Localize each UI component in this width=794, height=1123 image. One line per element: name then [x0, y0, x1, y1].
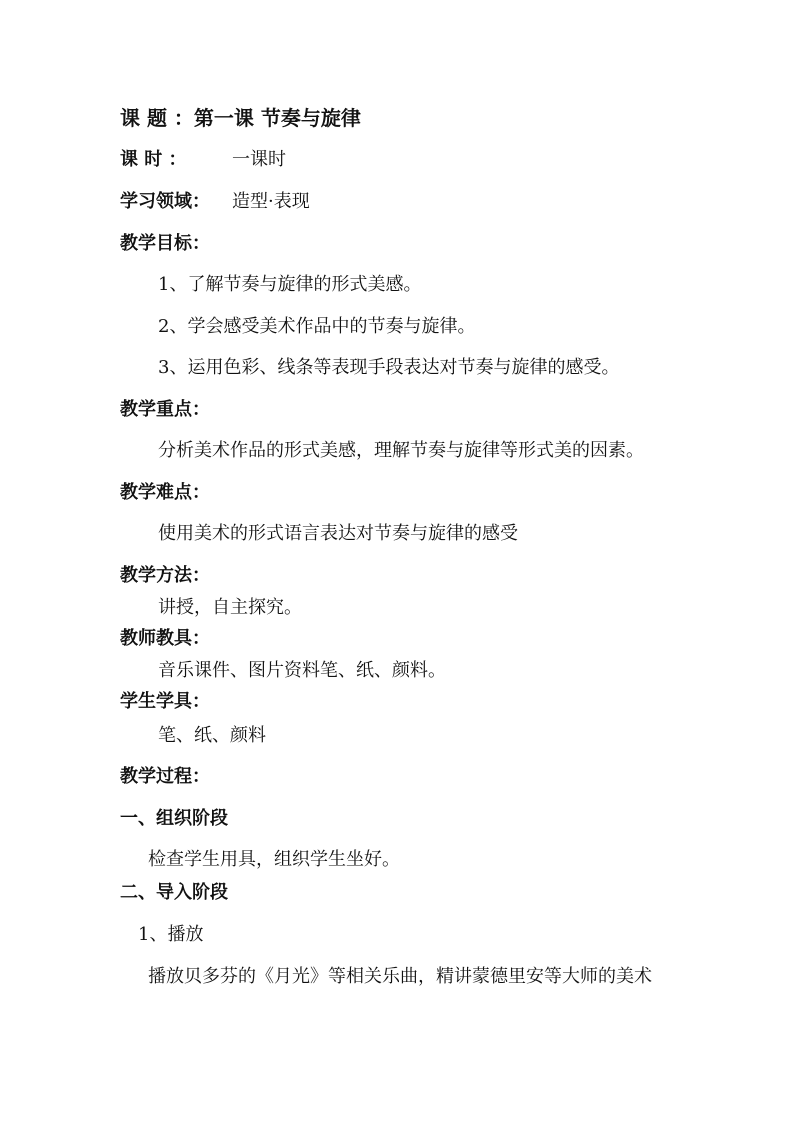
stage-2-text: 播放贝多芬的《月光》等相关乐曲，精讲蒙德里安等大师的美术	[148, 966, 652, 987]
goals-label: 教学目标：	[120, 233, 210, 254]
stage-2-subitem: 1、播放	[138, 924, 204, 945]
difficulties-text: 使用美术的形式语言表达对节奏与旋律的感受	[158, 523, 518, 544]
goal-item-2: 2、学会感受美术作品中的节奏与旋律。	[158, 316, 476, 337]
difficulties-label: 教学难点：	[120, 482, 210, 503]
stage-1-title: 一、组织阶段	[120, 808, 228, 829]
methods-label: 教学方法：	[120, 565, 210, 586]
period-label: 课 时 ：	[120, 149, 187, 170]
teacher-tools-label: 教师教具：	[120, 628, 210, 649]
stage-2-title: 二、导入阶段	[120, 882, 228, 903]
methods-text: 讲授，自主探究。	[158, 597, 302, 618]
key-points-label: 教学重点：	[120, 399, 210, 420]
student-tools-label: 学生学具：	[120, 691, 210, 712]
goal-item-3: 3、运用色彩、线条等表现手段表达对节奏与旋律的感受。	[158, 357, 620, 378]
domain-label: 学习领域：	[120, 191, 210, 212]
stage-1-text: 检查学生用具，组织学生坐好。	[148, 849, 400, 870]
teacher-tools-text: 音乐课件、图片资料笔、纸、颜料。	[158, 660, 446, 681]
student-tools-text: 笔、纸、颜料	[158, 725, 266, 746]
key-points-text: 分析美术作品的形式美感，理解节奏与旋律等形式美的因素。	[158, 440, 644, 461]
goal-item-1: 1、了解节奏与旋律的形式美感。	[158, 274, 422, 295]
process-label: 教学过程：	[120, 766, 210, 787]
domain-value: 造型·表现	[232, 191, 310, 212]
period-value: 一课时	[232, 149, 286, 170]
lesson-title: 课 题 ：第一课 节奏与旋律	[120, 106, 361, 130]
